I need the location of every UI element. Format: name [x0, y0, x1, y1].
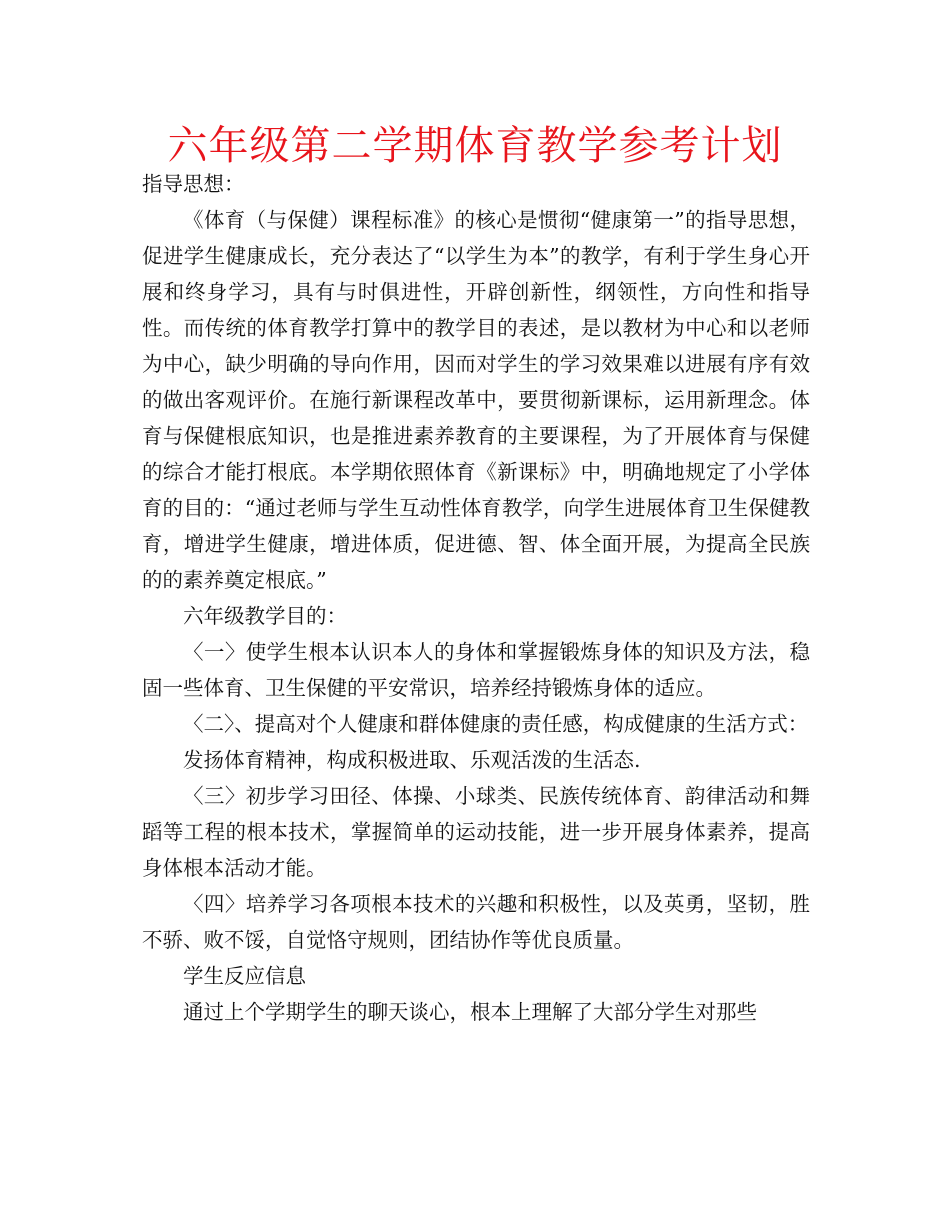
paragraph: 六年级教学目的： — [183, 604, 347, 628]
paragraph: 〈四〉培养学习各项根本技术的兴趣和积极性，以及英勇，坚韧，胜不骄、败不馁，自觉恪守规则，团结协作等优良质量。 — [142, 892, 810, 952]
paragraph: 〈二〉、提高对个人健康和群体健康的责任感，构成健康的生活方式： — [183, 712, 809, 736]
document-title: 六年级第二学期体育教学参考计划 — [167, 123, 783, 169]
paragraph: 通过上个学期学生的聊天谈心，根本上理解了大部分学生对那些 — [183, 1000, 757, 1024]
paragraph: 发扬体育精神，构成积极进取、乐观活泼的生活态. — [183, 748, 641, 772]
paragraph: 指导思想： — [142, 172, 245, 196]
document-body — [142, 166, 810, 1030]
paragraph: 〈一〉使学生根本认识本人的身体和掌握锻炼身体的知识及方法，稳固一些体育、卫生保健的平安常识，培养经持锻炼身体的适应。 — [142, 640, 810, 700]
paragraph: 〈三〉初步学习田径、体操、小球类、民族传统体育、韵律活动和舞蹈等工程的根本技术，掌握简单的运动技能，进一步开展身体素养，提高身体根本活动才能。 — [142, 784, 810, 880]
paragraph: 学生反应信息 — [183, 964, 306, 988]
paragraph: 《体育（与保健）课程标准》的核心是惯彻“健康第一”的指导思想，促进学生健康成长，充分表达了“以学生为本”的教学，有利于学生身心开展和终身学习，具有与时俱进性，开辟创新性，纲领性，方向性和指导性。而传统的体育教学打算中的教学目的表述，是以教材为中心和以老师为中心，缺少明确的导向作用，因而对学生的学习效果难以进展有序有效的做出客观评价。在施行新课程改革中，要贯彻新课标，运用新理念。体育与保健根底知识，也是推进素养教育的主要课程，为了开展体育与保健的综合才能打根底。本学期依照体育《新课标》中，明确地规定了小学体育的目的：“通过老师与学生互动性体育教学，向学生进展体育卫生保健教育，增进学生健康，增进体质，促进德、智、体全面开展，为提高全民族的的素养奠定根底。” — [142, 208, 810, 592]
